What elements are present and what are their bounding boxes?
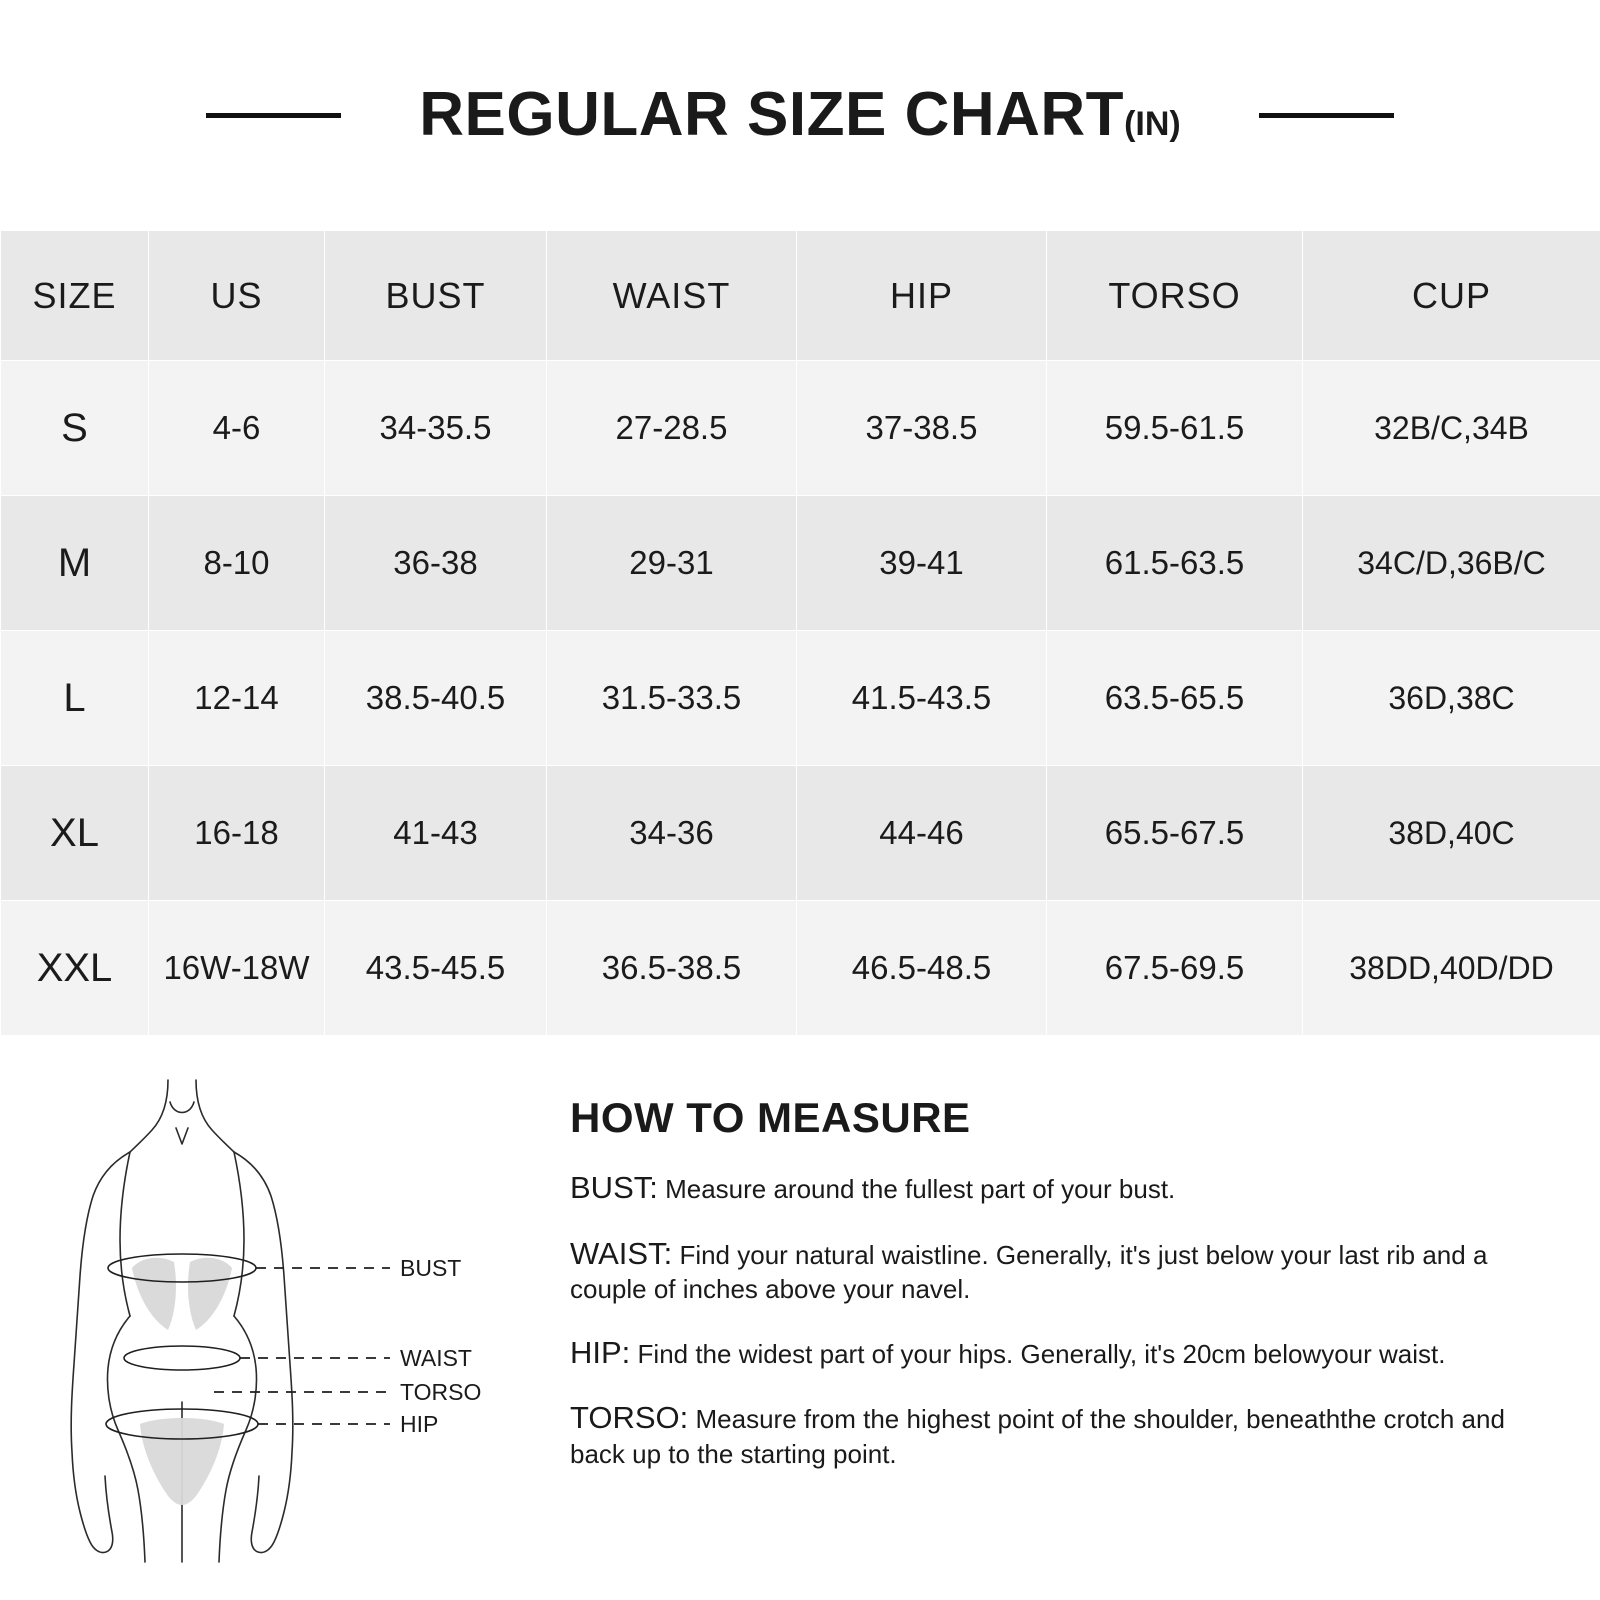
title-rule-left [206, 113, 341, 118]
measure-text-hip: Find the widest part of your hips. Generally, it's 20cm belowyour waist. [637, 1338, 1446, 1369]
column-header-cup: CUP [1303, 231, 1600, 361]
size-chart-table [0, 230, 1600, 1036]
cell-torso: 59.5-61.5 [1047, 361, 1303, 496]
measure-label-waist: WAIST: [570, 1235, 673, 1271]
title-rule-right [1259, 113, 1394, 118]
column-header-hip: HIP [797, 231, 1047, 361]
table-row [1, 766, 1600, 901]
figure-label-waist: WAIST [400, 1345, 472, 1371]
cell-size: S [1, 361, 149, 496]
page-title-unit: (IN) [1124, 105, 1181, 143]
column-header-torso: TORSO [1047, 231, 1303, 361]
female-body-diagram [0, 1072, 560, 1572]
figure-label-bust: BUST [400, 1255, 462, 1281]
measure-item-bust [570, 1168, 1564, 1208]
cell-hip: 41.5-43.5 [797, 631, 1047, 766]
cell-bust: 41-43 [325, 766, 547, 901]
cell-hip: 44-46 [797, 766, 1047, 901]
cell-size: XXL [1, 901, 149, 1036]
cell-bust: 36-38 [325, 496, 547, 631]
cell-bust: 34-35.5 [325, 361, 547, 496]
measure-item-hip [570, 1333, 1564, 1373]
cell-us: 16-18 [149, 766, 325, 901]
column-header-us: US [149, 231, 325, 361]
how-to-measure-title: HOW TO MEASURE [570, 1094, 971, 1141]
cell-waist: 36.5-38.5 [547, 901, 797, 1036]
cell-waist: 31.5-33.5 [547, 631, 797, 766]
table-row [1, 496, 1600, 631]
measure-label-hip: HIP: [570, 1334, 631, 1370]
table-row [1, 361, 1600, 496]
page-title-text: REGULAR SIZE CHART [419, 80, 1125, 149]
measure-item-waist [570, 1234, 1564, 1307]
cell-size: XL [1, 766, 149, 901]
bust-ellipse [108, 1254, 256, 1282]
cell-hip: 37-38.5 [797, 361, 1047, 496]
cell-hip: 39-41 [797, 496, 1047, 631]
measurement-section [0, 1036, 1600, 1556]
page-title [419, 80, 1181, 149]
cell-torso: 61.5-63.5 [1047, 496, 1303, 631]
body-figure [0, 1072, 560, 1556]
measure-text-bust: Measure around the fullest part of your bust. [665, 1174, 1176, 1204]
cell-waist: 27-28.5 [547, 361, 797, 496]
cell-torso: 65.5-67.5 [1047, 766, 1303, 901]
cell-us: 12-14 [149, 631, 325, 766]
cell-bust: 43.5-45.5 [325, 901, 547, 1036]
measure-item-torso [570, 1398, 1564, 1471]
measure-text-torso: Measure from the highest point of the shoulder, beneaththe crotch and back up to the starting point. [570, 1404, 1505, 1469]
cell-cup: 34C/D,36B/C [1303, 496, 1600, 631]
cell-cup: 32B/C,34B [1303, 361, 1600, 496]
column-header-size: SIZE [1, 231, 149, 361]
cell-size: M [1, 496, 149, 631]
waist-ellipse [124, 1346, 240, 1370]
measure-label-bust: BUST: [570, 1170, 658, 1205]
table-header-row [1, 231, 1600, 361]
figure-label-hip: HIP [400, 1411, 439, 1437]
cell-size: L [1, 631, 149, 766]
table-row [1, 631, 1600, 766]
cell-waist: 29-31 [547, 496, 797, 631]
cell-bust: 38.5-40.5 [325, 631, 547, 766]
cell-cup: 38D,40C [1303, 766, 1600, 901]
measure-text-waist: Find your natural waistline. Generally, it's just below your last rib and a couple of inches above your navel. [570, 1239, 1488, 1305]
cell-waist: 34-36 [547, 766, 797, 901]
cell-torso: 63.5-65.5 [1047, 631, 1303, 766]
cell-us: 16W-18W [149, 901, 325, 1036]
table-row [1, 901, 1600, 1036]
how-to-measure [560, 1072, 1600, 1556]
figure-label-torso: TORSO [400, 1379, 482, 1405]
column-header-bust: BUST [325, 231, 547, 361]
cell-us: 4-6 [149, 361, 325, 496]
cell-torso: 67.5-69.5 [1047, 901, 1303, 1036]
cell-us: 8-10 [149, 496, 325, 631]
page-title-row [0, 0, 1600, 230]
cell-cup: 36D,38C [1303, 631, 1600, 766]
column-header-waist: WAIST [547, 231, 797, 361]
measure-label-torso: TORSO: [570, 1400, 689, 1436]
cell-cup: 38DD,40D/DD [1303, 901, 1600, 1036]
cell-hip: 46.5-48.5 [797, 901, 1047, 1036]
